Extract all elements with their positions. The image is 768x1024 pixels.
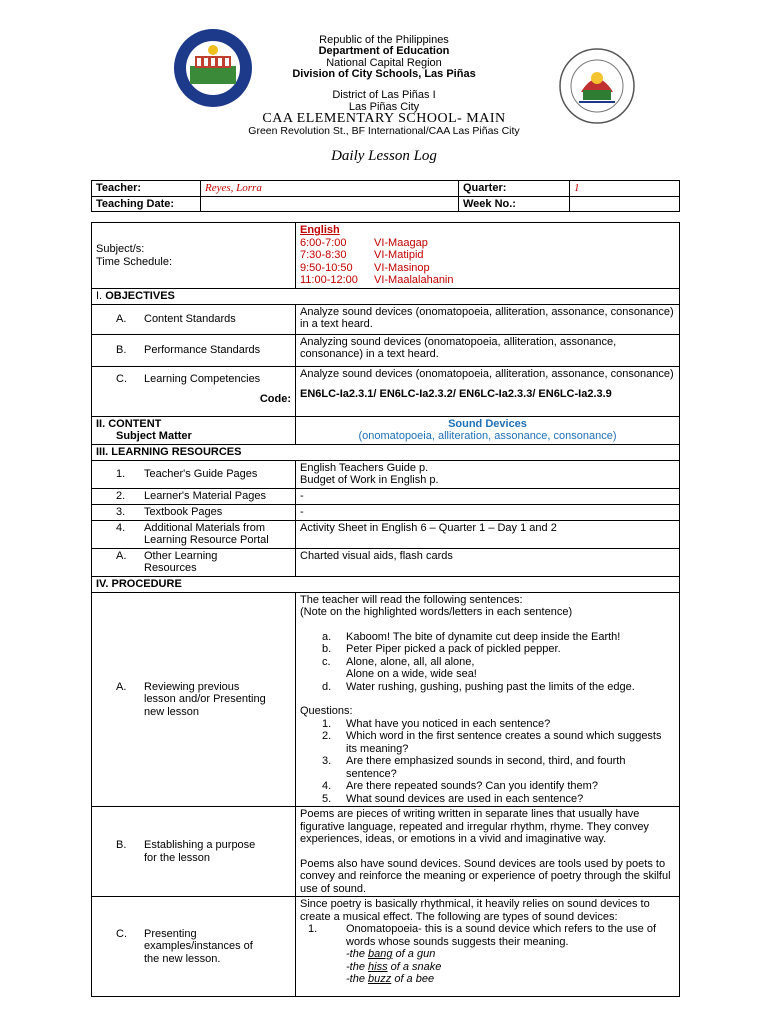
- learning-competencies-label: C. Learning Competencies Code:: [92, 366, 296, 416]
- teachers-guide-label: 1. Teacher's Guide Pages: [92, 460, 296, 488]
- header-department: Department of Education: [318, 45, 450, 57]
- additional-materials-value: Activity Sheet in English 6 – Quarter 1 – Day 1 and 2: [296, 520, 680, 548]
- quarter-label: Quarter:: [459, 181, 570, 197]
- example-line: -the hiss of a snake: [346, 960, 442, 973]
- content-value: [296, 416, 680, 444]
- content-standards-value: Analyze sound devices (onomatopoeia, alliteration, assonance, consonance) in a text heard.: [296, 304, 680, 334]
- objectives-heading: I. OBJECTIVES: [92, 289, 680, 305]
- establishing-purpose-label: B. Establishing a purpose for the lesson: [92, 807, 296, 897]
- school-address: Green Revolution St., BF International/CAA Las Piñas City: [248, 125, 520, 137]
- subject-label: Subject/s:: [96, 243, 145, 255]
- additional-materials-label: 4. Additional Materials from Learning Resource Portal: [92, 520, 296, 548]
- presenting-examples-label: C. Presenting examples/instances of the new lesson.: [92, 897, 296, 997]
- textbook-pages-value: -: [296, 504, 680, 520]
- list-item: 1. Onomatopoeia- this is a sound device which refers to the use of words whose sounds suggests their meaning. -the bang of a gun -the hiss of a snake -the buzz of a bee: [300, 923, 675, 986]
- teachers-guide-value: English Teachers Guide p. Budget of Work in English p.: [296, 460, 680, 488]
- questions-label: Questions:: [300, 705, 353, 717]
- list-item: 5. What sound devices are used in each sentence?: [322, 792, 584, 805]
- example-line: -the buzz of a bee: [346, 973, 435, 985]
- header-division: Division of City Schools, Las Piñas: [292, 68, 476, 80]
- learners-material-label: 2. Learner's Material Pages: [92, 488, 296, 504]
- list-item: 4. Are there repeated sounds? Can you identify them?: [322, 780, 598, 792]
- list-item: its meaning?: [346, 742, 409, 755]
- subject-name: English: [300, 224, 340, 236]
- week-value: [570, 196, 680, 212]
- performance-standards-value: Analyzing sound devices (onomatopoeia, alliteration, assonance, consonance) in a text heard.: [296, 334, 680, 366]
- code-value: EN6LC-Ia2.3.1/ EN6LC-Ia2.3.2/ EN6LC-Ia2.3.3/ EN6LC-Ia2.3.9: [300, 388, 612, 400]
- schedule-row: 11:00-12:00 VI-Maalalahanin: [300, 274, 454, 286]
- sentence-list: [300, 631, 675, 694]
- question-list: [300, 718, 675, 806]
- week-label: Week No.:: [459, 196, 570, 212]
- reviewing-lesson-content: The teacher will read the following sentences: (Note on the highlighted words/letters in each sentence) a. Kaboom! The bite of dynamite cut deep inside the Earth! b. Peter Piper picked a pack of pickled pepper. c. Alone, alone, all, all alone, Alone on a wide, wide sea! d. Water rushing, gushing, pushing past the limits of the edge. Questions: 1. What have you noticed in each sentence? 2. Which word in the first sentence creates a sound which suggests its meaning? 3. Are there emphasized sounds in second, third, and fourth sentence? 4. Are there repeated sounds? Can you identify them? 5. What sound devices are used in each sentence?: [296, 592, 680, 807]
- teacher-info-table: [91, 180, 680, 212]
- example-line: -the bang of a gun: [346, 948, 436, 960]
- list-item: 2. Which word in the first sentence creates a sound which suggests: [322, 730, 662, 742]
- lesson-log-table: [91, 222, 680, 997]
- document-title: Daily Lesson Log: [331, 148, 437, 164]
- schedule-row: 9:50-10:50 VI-Masinop: [300, 261, 430, 274]
- header-district: District of Las Piñas I: [332, 89, 436, 101]
- other-resources-label: A. Other Learning Resources: [92, 548, 296, 576]
- subject-schedule: [296, 223, 680, 289]
- textbook-pages-label: 3. Textbook Pages: [92, 504, 296, 520]
- learning-competencies-value: Analyze sound devices (onomatopoeia, alliteration, assonance, consonance) EN6LC-Ia2.3.1/ EN6LC-Ia2.3.2/ EN6LC-Ia2.3.3/ EN6LC-Ia2.3.9: [296, 366, 680, 416]
- list-item: b. Peter Piper picked a pack of pickled pepper.: [322, 643, 561, 655]
- presenting-examples-content: Since poetry is basically rhythmical, it heavily relies on sound devices to create a musical effect. The following are types of sound devices: 1. Onomatopoeia- this is a sound device which refers to the use of words whose sounds suggests their meaning. -the bang of a gun -the hiss of a snake -the buzz of a bee: [296, 897, 680, 997]
- list-item: d. Water rushing, gushing, pushing past the limits of the edge.: [322, 680, 635, 693]
- list-item: Alone on a wide, wide sea!: [346, 668, 477, 680]
- content-standards-label: A. Content Standards: [92, 304, 296, 334]
- list-item: 1. What have you noticed in each sentence?: [322, 717, 551, 730]
- learners-material-value: -: [296, 488, 680, 504]
- other-resources-value: Charted visual aids, flash cards: [296, 548, 680, 576]
- header-republic: Republic of the Philippines: [319, 34, 449, 46]
- teaching-date-value: [201, 196, 459, 212]
- schedule-row: 6:00-7:00 VI-Maagap: [300, 236, 428, 249]
- list-item: sentence?: [346, 767, 397, 780]
- code-label: Code:: [259, 393, 291, 405]
- list-item: c. Alone, alone, all, all alone,: [322, 655, 475, 668]
- header-city: Las Piñas City: [348, 101, 420, 113]
- teaching-date-label: Teaching Date:: [92, 196, 201, 212]
- content-title: Sound Devices: [448, 417, 527, 430]
- subject-labels: [92, 223, 296, 289]
- time-schedule-label: Time Schedule:: [96, 255, 173, 268]
- content-heading: II. CONTENT Subject Matter: [92, 416, 296, 444]
- teacher-value: Reyes, Lorra: [201, 181, 459, 197]
- performance-standards-label: B. Performance Standards: [92, 334, 296, 366]
- content-detail: (onomatopoeia, alliteration, assonance, consonance): [358, 430, 617, 442]
- school-name: CAA ELEMENTARY SCHOOL- MAIN: [262, 111, 506, 126]
- reviewing-lesson-label: A. Reviewing previous lesson and/or Presenting new lesson: [92, 592, 296, 807]
- header-region: National Capital Region: [326, 57, 442, 69]
- resources-heading: III. LEARNING RESOURCES: [92, 444, 680, 460]
- list-item: 3. Are there emphasized sounds in second, third, and fourth: [322, 755, 626, 767]
- procedure-heading: IV. PROCEDURE: [92, 576, 680, 592]
- schedule-row: 7:30-8:30 VI-Matipid: [300, 249, 424, 261]
- list-item: a. Kaboom! The bite of dynamite cut deep inside the Earth!: [322, 630, 621, 643]
- quarter-value: 1: [570, 181, 680, 197]
- establishing-purpose-content: Poems are pieces of writing written in separate lines that usually have figurative language, repeated and irregular rhythm, rhyme. They convey experiences, ideas, or emotions in a vivid and imaginative way. Poems also have sound devices. Sound devices are tools used by poets to convey and reinforce the meaning or experience of poetry through the skilful use of sound.: [296, 807, 680, 897]
- teacher-label: Teacher:: [92, 181, 201, 197]
